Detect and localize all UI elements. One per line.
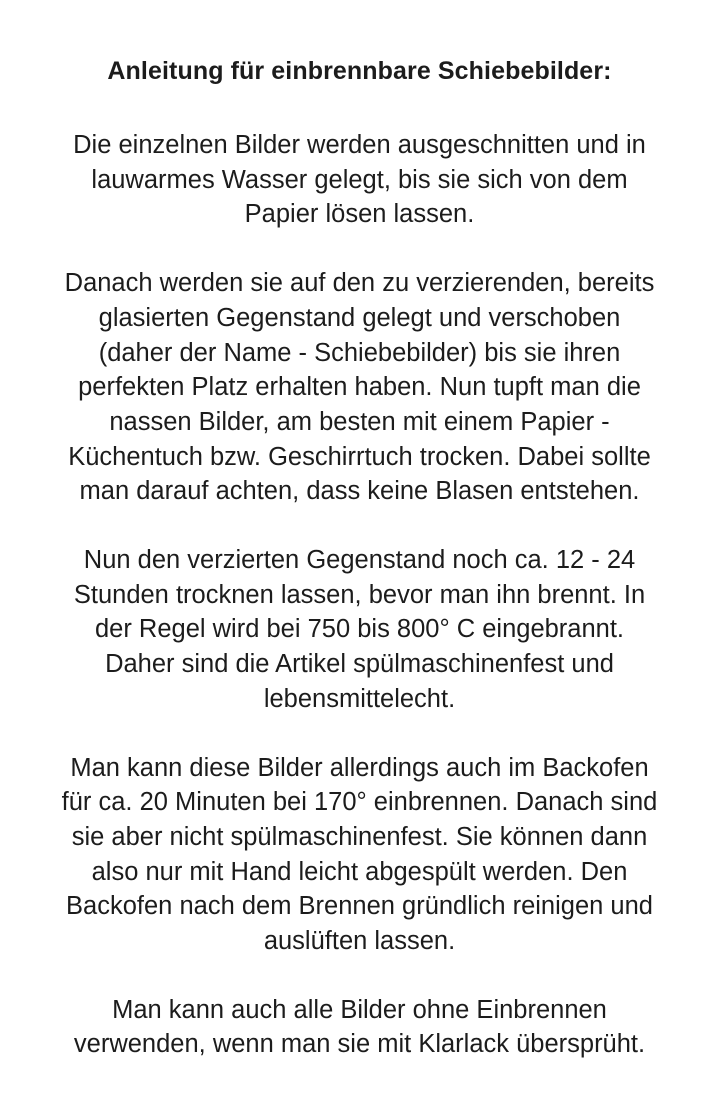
text-line: glasierten Gegenstand gelegt und verschoben xyxy=(98,303,621,332)
text-line: lauwarmes Wasser gelegt, bis sie sich von dem xyxy=(91,165,628,194)
paragraph-oven xyxy=(14,751,705,959)
text-line: sie aber nicht spülmaschinenfest. Sie können dann xyxy=(71,822,648,851)
text-line: Man kann auch alle Bilder ohne Einbrennen xyxy=(112,995,607,1024)
text-line: auslüften lassen. xyxy=(263,927,456,956)
text-line: verwenden, wenn man sie mit Klarlack übersprüht. xyxy=(73,1030,646,1059)
text-line: man darauf achten, dass keine Blasen entstehen. xyxy=(79,477,640,506)
paragraph-drying-firing xyxy=(14,543,705,717)
paragraph-varnish xyxy=(14,993,705,1062)
paragraph-placement xyxy=(14,266,705,509)
text-line: für ca. 20 Minuten bei 170° einbrennen. Danach sind xyxy=(61,788,658,817)
text-line: Nun den verzierten Gegenstand noch ca. 12 - 24 xyxy=(83,546,636,575)
document-title: Anleitung für einbrennbare Schiebebilder: xyxy=(107,57,612,85)
text-line: Küchentuch bzw. Geschirrtuch trocken. Dabei sollte xyxy=(68,442,651,471)
text-line: lebensmittelecht. xyxy=(263,684,456,713)
text-line: Danach werden sie auf den zu verzierenden, bereits xyxy=(64,269,655,298)
text-line: der Regel wird bei 750 bis 800° C eingebrannt. xyxy=(94,615,625,644)
text-line: perfekten Platz erhalten haben. Nun tupft man die xyxy=(78,373,641,402)
text-line: Daher sind die Artikel spülmaschinenfest und xyxy=(105,650,614,679)
text-line: Die einzelnen Bilder werden ausgeschnitten und in xyxy=(73,131,646,159)
text-line: Papier lösen lassen. xyxy=(244,200,475,229)
text-line: (daher der Name - Schiebebilder) bis sie ihren xyxy=(98,338,621,367)
text-line: Man kann diese Bilder allerdings auch im Backofen xyxy=(70,753,649,782)
text-line: Backofen nach dem Brennen gründlich reinigen und xyxy=(66,892,653,921)
text-line: Stunden trocknen lassen, bevor man ihn brennt. In xyxy=(73,580,646,609)
text-line: also nur mit Hand leicht abgespült werden. Den xyxy=(91,857,628,886)
paragraph-soaking xyxy=(14,128,705,232)
text-line: nassen Bilder, am besten mit einem Papier - xyxy=(109,407,610,436)
